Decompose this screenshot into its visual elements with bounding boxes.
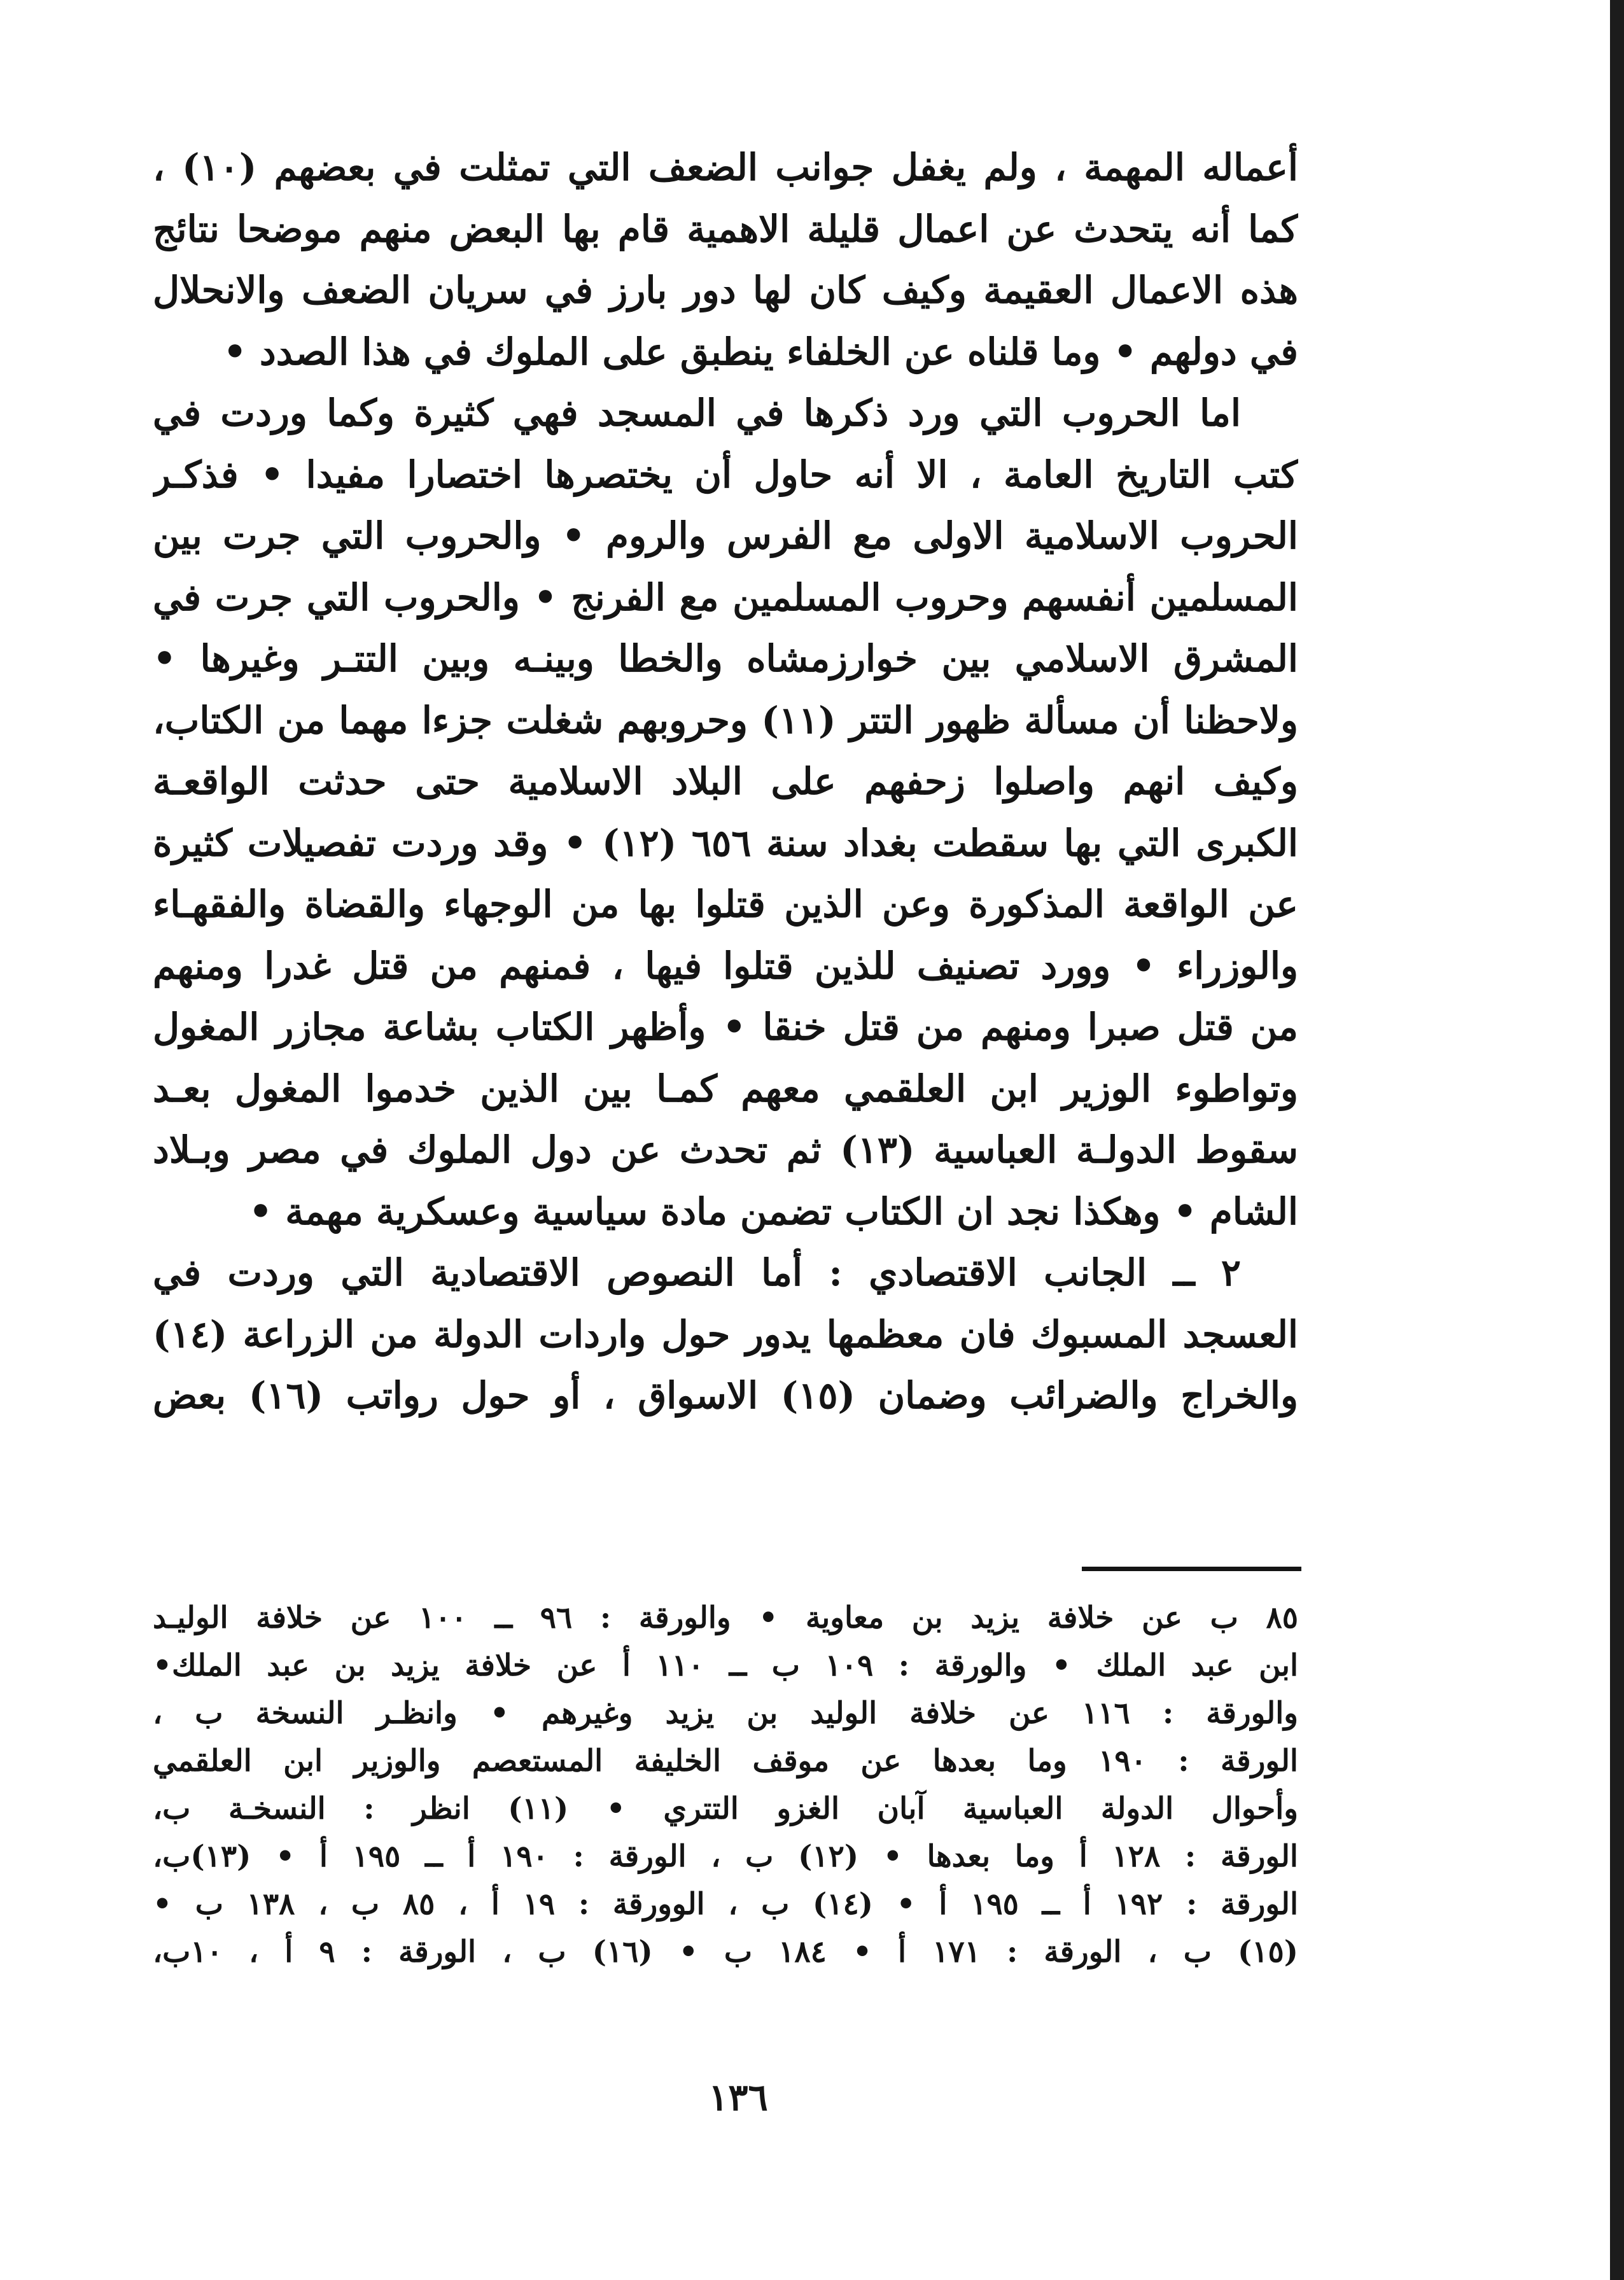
body-line: عن الواقعة المذكورة وعن الذين قتلوا بها من الوجهاء والقضاة والفقهـاء — [153, 883, 1298, 926]
footnote-line: والورقة : ١١٦ عن خلافة الوليد بن يزيد وغيرهم • وانظـر النسخة ب ، — [153, 1696, 1298, 1731]
body-line: الشام • وهكذا نجد ان الكتاب تضمن مادة سياسية وعسكرية مهمة • — [249, 1189, 1298, 1233]
body-line: وتواطوء الوزير ابن العلقمي معهم كمـا بين الذين خدموا المغول بعـد — [153, 1067, 1298, 1110]
footnote-line: ابن عبد الملك • والورقة : ١٠٩ ب ــ ١١٠ أ عن خلافة يزيد بن عبد الملك• — [153, 1648, 1298, 1683]
footnote-line: الورقة : ١٩٢ أ ــ ١٩٥ أ • (١٤) ب ، الوورقة : ١٩ أ ، ٨٥ ب ، ١٣٨ ب • — [153, 1887, 1298, 1922]
body-line: كتب التاريخ العامة ، الا أنه حاول أن يختصرها اختصارا مفيدا • فذكـر — [153, 452, 1298, 496]
body-line: المسلمين أنفسهم وحروب المسلمين مع الفرنج • والحروب التي جرت في — [153, 575, 1298, 619]
footnote-line: الورقة : ١٩٠ وما بعدها عن موقف الخليفة المستعصم والوزير ابن العلقمي — [153, 1744, 1298, 1779]
section-heading-line: ٢ ــ الجانب الاقتصادي : أما النصوص الاقتصادية التي وردت في — [153, 1251, 1241, 1294]
body-line: في دولهم • وما قلناه عن الخلفاء ينطبق على الملوك في هذا الصدد • — [223, 330, 1298, 374]
body-line: هذه الاعمال العقيمة وكيف كان لها دور بارز في سريان الضعف والانحلال — [153, 269, 1298, 312]
body-line: من قتل صبرا ومنهم من قتل خنقا • وأظهر الكتاب بشاعة مجازر المغول — [153, 1005, 1298, 1049]
footnote-separator — [1082, 1567, 1301, 1571]
page-number: ١٣٦ — [708, 2076, 768, 2119]
body-line: أعماله المهمة ، ولم يغفل جوانب الضعف التي تمثلت في بعضهم (١٠) ، — [153, 146, 1298, 189]
body-line: المشرق الاسلامي بين خوارزمشاه والخطا وبينـه وبين التتـر وغيرها • — [153, 637, 1298, 680]
footnotes — [153, 1594, 1298, 1976]
footnote-line: وأحوال الدولة العباسية آبان الغزو التتري • (١١) انظر : النسخـة ب، — [153, 1791, 1298, 1826]
scan-edge-border — [1610, 0, 1624, 2280]
main-text — [153, 137, 1298, 1427]
body-line: الحروب الاسلامية الاولى مع الفرس والروم • والحروب التي جرت بين — [153, 514, 1298, 557]
body-line: وكيف انهم واصلوا زحفهم على البلاد الاسلامية حتى حدثت الواقعـة — [153, 760, 1298, 803]
paragraph-start-line: اما الحروب التي ورد ذكرها في المسجد فهي كثيرة وكما وردت في — [153, 391, 1241, 435]
body-line: العسجد المسبوك فان معظمها يدور حول واردات الدولة من الزراعة (١٤) — [153, 1312, 1298, 1356]
body-line: والوزراء • وورد تصنيف للذين قتلوا فيها ، فمنهم من قتل غدرا ومنهم — [153, 944, 1298, 988]
body-line: الكبرى التي بها سقطت بغداد سنة ٦٥٦ (١٢) • وقد وردت تفصيلات كثيرة — [153, 821, 1298, 865]
body-line: كما أنه يتحدث عن اعمال قليلة الاهمية قام بها البعض منهم موضحا نتائج — [153, 207, 1298, 251]
body-line: سقوط الدولـة العباسية (١٣) ثم تحدث عن دول الملوك في مصر وبـلاد — [153, 1128, 1298, 1171]
footnote-line: (١٥) ب ، الورقة : ١٧١ أ • ١٨٤ ب • (١٦) ب ، الورقة : ٩ أ ، ١٠ب، — [153, 1934, 1298, 1969]
body-line: والخراج والضرائب وضمان (١٥) الاسواق ، أو حول رواتب (١٦) بعض — [153, 1374, 1298, 1417]
footnote-line: ٨٥ ب عن خلافة يزيد بن معاوية • والورقة : ٩٦ ــ ١٠٠ عن خلافة الوليـد — [153, 1600, 1298, 1635]
footnote-line: الورقة : ١٢٨ أ وما بعدها • (١٢) ب ، الورقة : ١٩٠ أ ــ ١٩٥ أ • (١٣)ب، — [153, 1839, 1298, 1874]
body-line: ولاحظنا أن مسألة ظهور التتر (١١) وحروبهم شغلت جزءا مهما من الكتاب، — [153, 698, 1298, 742]
